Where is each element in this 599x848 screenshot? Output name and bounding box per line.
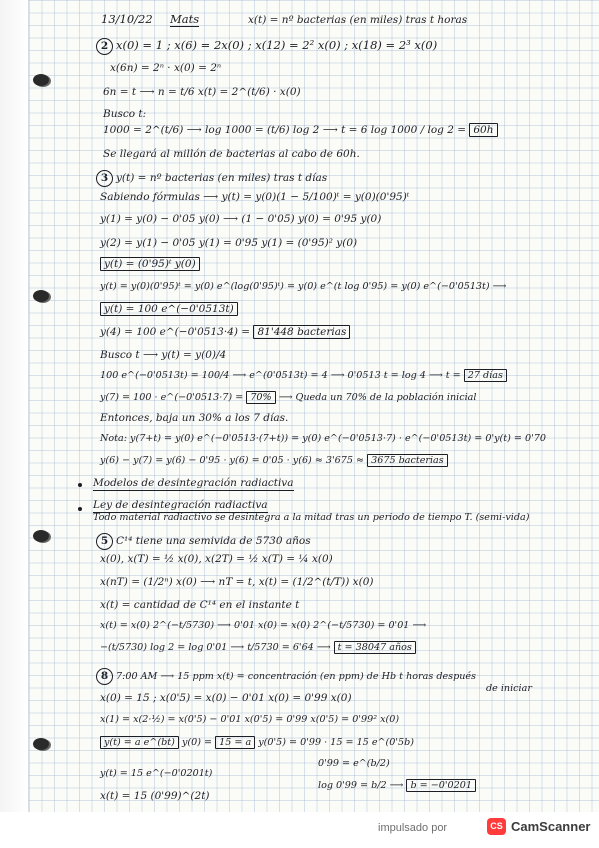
section-law: Ley de desintegración radiactiva [93, 499, 268, 513]
exercise-3-note: Nota: y(7+t) = y(0) e^(−0'0513·(7+t)) = y(0) e^(−0'0513·7) · e^(−0'0513t) = 0'y(t) = 0'70 [100, 433, 546, 444]
exercise-2-line-2: x(6n) = 2ⁿ · x(0) = 2ⁿ [110, 62, 222, 74]
exercise-8-line-6: y(t) = 15 e^(−0'0201t) [100, 768, 213, 779]
binder-hole-icon [33, 290, 49, 302]
exercise-8-line-6-right-text: log 0'99 = b/2 ⟶ [318, 780, 404, 791]
exercise-2-line-4: Busco t: [103, 108, 147, 120]
binder-hole-icon [33, 738, 49, 750]
exercise-2-conclusion: Se llegará al millón de bacterias al cabo de 60h. [103, 148, 360, 160]
exercise-2-result-box: 60h [469, 123, 497, 137]
exercise-3-line-14-text: y(6) − y(7) = y(6) − 0'95 · y(6) = 0'05 · y(6) ≈ 3'675 ≈ [100, 455, 365, 466]
exercise-2-line-5-text: 1000 = 2^(t/6) ⟶ log 1000 = (t/6) log 2 ⟶ t = 6 log 1000 / log 2 = [103, 124, 467, 136]
exercise-2-line-3: 6n = t ⟶ n = t/6 x(t) = 2^(t/6) · x(0) [103, 86, 301, 98]
exercise-8-line-3: x(1) = x(2·½) = x(0'5) − 0'01 x(0'5) = 0'99 x(0'5) = 0'99² x(0) [100, 714, 400, 725]
exercise-3-line-8-text: y(4) = 100 e^(−0'0513·4) = [100, 326, 251, 338]
note-subject: Mats [170, 12, 200, 26]
page-edge-shadow [0, 0, 28, 812]
bullet-icon [78, 507, 82, 511]
exercise-3-formula [100, 258, 200, 271]
exercise-5-line-2: x(0), x(T) = ½ x(0), x(2T) = ½ x(T) = ¼ x(0) [100, 553, 333, 565]
exercise-8-b-box: b = −0'0201 [406, 779, 475, 792]
section-title: Modelos de desintegración radiactiva [93, 477, 294, 491]
exercise-3-line-12: Entonces, baja un 30% a los 7 días. [100, 412, 289, 424]
exercise-8-line-4 [100, 737, 414, 749]
exercise-3-percent-box: 70% [246, 391, 275, 404]
exercise-3-line-11-text: y(7) = 100 · e^(−0'0513·7) = [100, 392, 244, 403]
exercise-3-line-4: y(2) = y(1) − 0'05 y(1) = 0'95 y(1) = (0'95)² y(0) [100, 237, 358, 249]
exercise-3-line-10 [100, 370, 507, 382]
exercise-number-2: 2 [96, 38, 113, 55]
binder-hole-icon [33, 74, 49, 86]
scanner-footer [0, 812, 599, 848]
exercise-3-line-11 [100, 392, 476, 404]
exercise-3-line-8 [100, 326, 350, 339]
exercise-number-8: 8 [96, 668, 113, 685]
exercise-8-line-4-tail: y(0'5) = 0'99 · 15 = 15 e^(0'5b) [258, 737, 415, 748]
exercise-2-line-1 [96, 38, 437, 55]
exercise-2-line-5 [103, 124, 498, 137]
exercise-5-line-5: x(t) = x(0) 2^(−t/5730) ⟶ 0'01 x(0) = x(0) 2^(−t/5730) = 0'01 ⟶ [100, 620, 427, 631]
exercise-3-days-box: 27 días [464, 369, 507, 382]
exercise-8-a-box: 15 = a [215, 736, 255, 749]
section-law-text: Todo material radiactivo se desintegra a la mitad tras un periodo de tiempo T. (semi-vida) [93, 512, 530, 523]
exercise-5-line-6 [100, 642, 416, 654]
exercise-8-line-1-note: de iniciar [486, 683, 532, 694]
exercise-8-line-6-right [318, 780, 476, 792]
exercise-5-line-4: x(t) = cantidad de C¹⁴ en el instante t [100, 599, 300, 611]
binder-hole-icon [33, 530, 49, 542]
exercise-8-line-1-text: 7:00 AM ⟶ 15 ppm x(t) = concentración (en ppm) de Hb t horas después [116, 671, 476, 682]
exercise-3-line-9: Busco t ⟶ y(t) = y(0)/4 [100, 349, 227, 361]
exercise-number-5: 5 [96, 533, 113, 550]
exercise-5-line-3: x(nT) = (1/2ⁿ) x(0) ⟶ nT = t, x(t) = (1/2^(t/T)) x(0) [100, 576, 374, 588]
exercise-8-line-5: 0'99 = e^(b/2) [318, 758, 390, 769]
exercise-5-line-1-text: C¹⁴ tiene una semivida de 5730 años [116, 535, 311, 547]
note-date: 13/10/22 [101, 12, 153, 26]
camscanner-logo-icon: CS [487, 818, 506, 835]
exercise-2-line-1-text: x(0) = 1 ; x(6) = 2x(0) ; x(12) = 2² x(0) ; x(18) = 2³ x(0) [116, 38, 438, 52]
exercise-8-line-7: x(t) = 15 (0'99)^(2t) [100, 790, 210, 802]
exercise-8-line-1 [96, 668, 476, 685]
exercise-3-line-2: Sabiendo fórmulas ⟶ y(t) = y(0)(1 − 5/100)ᵗ = y(0)(0'95)ᵗ [100, 191, 410, 203]
exercise-3-line-14 [100, 455, 448, 467]
exercise-3-line-10-text: 100 e^(−0'0513t) = 100/4 ⟶ e^(0'0513t) = 4 ⟶ 0'0513 t = log 4 ⟶ t = [100, 370, 461, 381]
exercise-5-line-1 [96, 533, 311, 550]
exercise-3-line-3: y(1) = y(0) − 0'05 y(0) ⟶ (1 − 0'05) y(0) = 0'95 y(0) [100, 213, 382, 225]
exercise-3-line-1-text: y(t) = nº bacterias (en miles) tras t días [116, 172, 328, 184]
exercise-8-model-box: y(t) = a e^(bt) [100, 736, 179, 749]
exercise-5-line-6-text: −(t/5730) log 2 = log 0'01 ⟶ t/5730 = 6'64 ⟶ [100, 642, 331, 653]
exercise-8-line-4-mid: y(0) = [181, 737, 213, 748]
exercise-3-y4-box: 81'448 bacterias [253, 325, 350, 339]
exercise-3-formula-box: y(t) = (0'95)ᵗ y(0) [100, 257, 200, 271]
exercise-3-model-box: y(t) = 100 e^(−0'0513t) [100, 302, 238, 316]
exercise-3-diff-box: 3675 bacterias [367, 454, 448, 467]
camscanner-brand: CamScanner [511, 819, 591, 834]
exercise-3-line-1 [96, 170, 327, 187]
header-definition: x(t) = nº bacterias (en miles) tras t horas [248, 14, 468, 26]
exercise-8-line-2: x(0) = 15 ; x(0'5) = x(0) − 0'01 x(0) = 0'99 x(0) [100, 692, 352, 704]
exercise-5-result-box: t = 38047 años [334, 641, 416, 654]
exercise-3-line-7 [100, 303, 238, 316]
powered-by-text: impulsado por [378, 822, 448, 834]
exercise-3-line-6: y(t) = y(0)(0'95)ᵗ = y(0) e^(log(0'95)ᵗ) = y(0) e^(t log 0'95) = y(0) e^(−0'0513t) ⟶ [100, 281, 507, 292]
bullet-icon [78, 483, 82, 487]
exercise-number-3: 3 [96, 170, 113, 187]
exercise-3-line-11-tail: ⟶ Queda un 70% de la población inicial [278, 392, 477, 403]
